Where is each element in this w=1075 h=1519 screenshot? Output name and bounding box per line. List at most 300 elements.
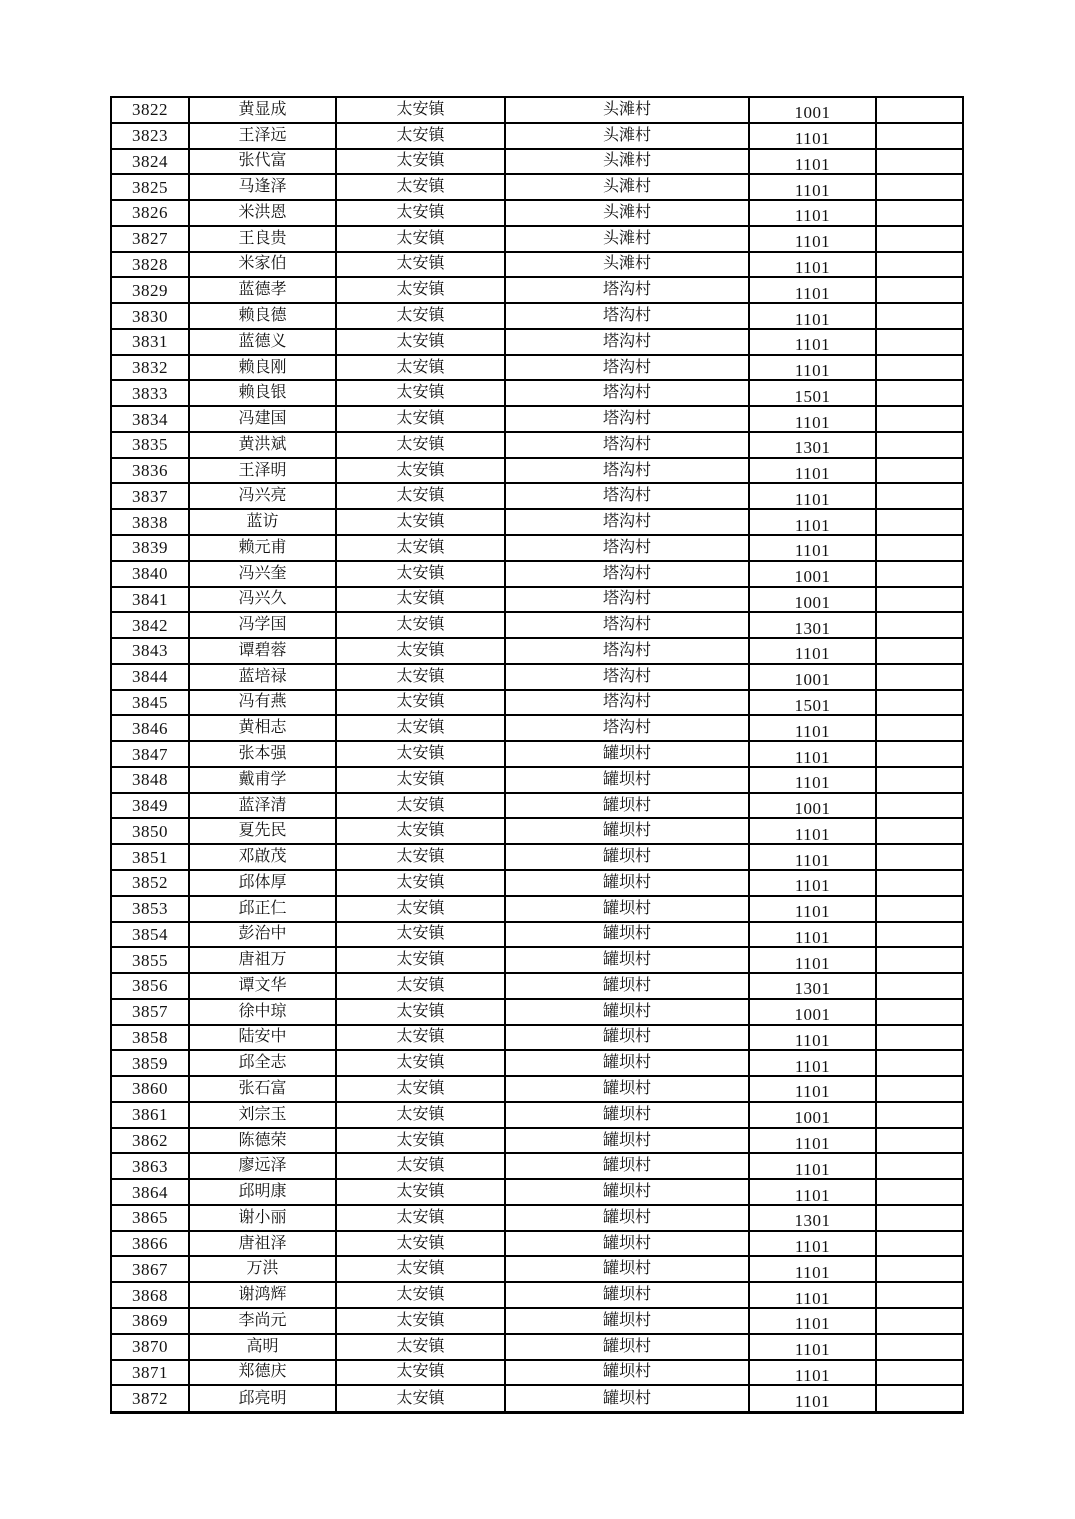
cell-village: 头滩村 xyxy=(505,200,749,226)
cell-town: 太安镇 xyxy=(336,690,505,716)
cell-code xyxy=(749,252,876,278)
cell-name: 黄显成 xyxy=(189,97,336,123)
cell-name: 赖良德 xyxy=(189,303,336,329)
cell-code xyxy=(749,380,876,406)
code-value: 1101 xyxy=(794,412,831,432)
cell-village: 塔沟村 xyxy=(505,303,749,329)
cell-town: 太安镇 xyxy=(336,1128,505,1154)
cell-village: 头滩村 xyxy=(505,226,749,252)
code-value: 1501 xyxy=(794,695,831,715)
table-row xyxy=(111,922,963,948)
code-value: 1101 xyxy=(794,824,831,844)
cell-id: 3844 xyxy=(111,664,189,690)
cell-town: 太安镇 xyxy=(336,509,505,535)
cell-id: 3860 xyxy=(111,1076,189,1102)
cell-town: 太安镇 xyxy=(336,226,505,252)
cell-name: 徐中琼 xyxy=(189,999,336,1025)
table-row xyxy=(111,1205,963,1231)
cell-code xyxy=(749,174,876,200)
cell-town: 太安镇 xyxy=(336,458,505,484)
code-value: 1001 xyxy=(794,799,831,819)
cell-blank xyxy=(876,458,963,484)
cell-town: 太安镇 xyxy=(336,1282,505,1308)
cell-id: 3870 xyxy=(111,1334,189,1360)
cell-code xyxy=(749,741,876,767)
cell-blank xyxy=(876,818,963,844)
cell-code xyxy=(749,1308,876,1334)
code-value: 1101 xyxy=(794,902,831,922)
cell-village: 塔沟村 xyxy=(505,664,749,690)
cell-code xyxy=(749,406,876,432)
cell-town: 太安镇 xyxy=(336,1179,505,1205)
cell-village: 塔沟村 xyxy=(505,458,749,484)
cell-name: 冯兴奎 xyxy=(189,561,336,587)
cell-village: 塔沟村 xyxy=(505,432,749,458)
cell-code xyxy=(749,329,876,355)
table-row xyxy=(111,174,963,200)
code-value: 1101 xyxy=(794,876,831,896)
cell-id: 3851 xyxy=(111,844,189,870)
cell-code xyxy=(749,1050,876,1076)
cell-village: 罐坝村 xyxy=(505,922,749,948)
table-row xyxy=(111,793,963,819)
cell-blank xyxy=(876,355,963,381)
table-row xyxy=(111,561,963,587)
cell-village: 罐坝村 xyxy=(505,1153,749,1179)
cell-village: 罐坝村 xyxy=(505,1102,749,1128)
cell-id: 3830 xyxy=(111,303,189,329)
cell-town: 太安镇 xyxy=(336,432,505,458)
cell-id: 3836 xyxy=(111,458,189,484)
cell-town: 太安镇 xyxy=(336,1102,505,1128)
code-value: 1101 xyxy=(794,309,831,329)
cell-town: 太安镇 xyxy=(336,200,505,226)
cell-name: 王泽明 xyxy=(189,458,336,484)
cell-id: 3854 xyxy=(111,922,189,948)
cell-name: 陈德荣 xyxy=(189,1128,336,1154)
cell-code xyxy=(749,123,876,149)
cell-name: 彭治中 xyxy=(189,922,336,948)
cell-id: 3834 xyxy=(111,406,189,432)
cell-blank xyxy=(876,1076,963,1102)
cell-id: 3849 xyxy=(111,793,189,819)
cell-code xyxy=(749,458,876,484)
cell-village: 罐坝村 xyxy=(505,1205,749,1231)
cell-blank xyxy=(876,1385,963,1412)
cell-id: 3822 xyxy=(111,97,189,123)
cell-id: 3837 xyxy=(111,483,189,509)
cell-village: 塔沟村 xyxy=(505,638,749,664)
cell-village: 头滩村 xyxy=(505,149,749,175)
table-row xyxy=(111,458,963,484)
cell-code xyxy=(749,1025,876,1051)
cell-id: 3848 xyxy=(111,767,189,793)
cell-blank xyxy=(876,226,963,252)
cell-village: 罐坝村 xyxy=(505,793,749,819)
cell-name: 邱体厚 xyxy=(189,870,336,896)
cell-town: 太安镇 xyxy=(336,1360,505,1386)
cell-name: 邱正仁 xyxy=(189,896,336,922)
cell-village: 罐坝村 xyxy=(505,741,749,767)
cell-blank xyxy=(876,329,963,355)
table-row xyxy=(111,149,963,175)
cell-id: 3867 xyxy=(111,1256,189,1282)
cell-id: 3864 xyxy=(111,1179,189,1205)
cell-village: 罐坝村 xyxy=(505,1334,749,1360)
cell-blank xyxy=(876,406,963,432)
cell-blank xyxy=(876,509,963,535)
code-value: 1001 xyxy=(794,567,831,587)
cell-id: 3833 xyxy=(111,380,189,406)
cell-code xyxy=(749,355,876,381)
cell-town: 太安镇 xyxy=(336,715,505,741)
cell-blank xyxy=(876,973,963,999)
cell-town: 太安镇 xyxy=(336,483,505,509)
cell-village: 罐坝村 xyxy=(505,1025,749,1051)
cell-code xyxy=(749,1231,876,1257)
table-row xyxy=(111,638,963,664)
cell-id: 3856 xyxy=(111,973,189,999)
cell-blank xyxy=(876,1308,963,1334)
cell-town: 太安镇 xyxy=(336,1334,505,1360)
cell-blank xyxy=(876,715,963,741)
cell-name: 谢鸿辉 xyxy=(189,1282,336,1308)
cell-code xyxy=(749,277,876,303)
table-row xyxy=(111,973,963,999)
table-row xyxy=(111,715,963,741)
cell-village: 头滩村 xyxy=(505,123,749,149)
code-value: 1101 xyxy=(794,206,831,226)
cell-blank xyxy=(876,1153,963,1179)
table-row xyxy=(111,432,963,458)
cell-blank xyxy=(876,638,963,664)
cell-id: 3839 xyxy=(111,535,189,561)
cell-code xyxy=(749,638,876,664)
cell-code xyxy=(749,1153,876,1179)
cell-blank xyxy=(876,1231,963,1257)
cell-village: 罐坝村 xyxy=(505,1050,749,1076)
cell-town: 太安镇 xyxy=(336,1308,505,1334)
table-row xyxy=(111,1153,963,1179)
cell-id: 3828 xyxy=(111,252,189,278)
cell-town: 太安镇 xyxy=(336,1050,505,1076)
table-row xyxy=(111,1076,963,1102)
cell-village: 罐坝村 xyxy=(505,844,749,870)
table-row xyxy=(111,999,963,1025)
code-value: 1101 xyxy=(794,335,831,355)
code-value: 1101 xyxy=(794,1185,831,1205)
cell-code xyxy=(749,587,876,613)
cell-name: 万洪 xyxy=(189,1256,336,1282)
cell-blank xyxy=(876,1205,963,1231)
table-row xyxy=(111,1385,963,1412)
cell-id: 3858 xyxy=(111,1025,189,1051)
cell-blank xyxy=(876,97,963,123)
cell-id: 3824 xyxy=(111,149,189,175)
cell-town: 太安镇 xyxy=(336,97,505,123)
cell-blank xyxy=(876,922,963,948)
cell-blank xyxy=(876,1256,963,1282)
cell-code xyxy=(749,715,876,741)
cell-name: 赖元甫 xyxy=(189,535,336,561)
cell-name: 赖良银 xyxy=(189,380,336,406)
cell-name: 李尚元 xyxy=(189,1308,336,1334)
cell-town: 太安镇 xyxy=(336,303,505,329)
cell-name: 冯有燕 xyxy=(189,690,336,716)
cell-name: 戴甫学 xyxy=(189,767,336,793)
code-value: 1001 xyxy=(794,103,831,123)
cell-village: 罐坝村 xyxy=(505,1385,749,1412)
cell-id: 3826 xyxy=(111,200,189,226)
cell-id: 3869 xyxy=(111,1308,189,1334)
cell-name: 蓝访 xyxy=(189,509,336,535)
table-row xyxy=(111,664,963,690)
cell-town: 太安镇 xyxy=(336,922,505,948)
cell-name: 米洪恩 xyxy=(189,200,336,226)
cell-village: 塔沟村 xyxy=(505,535,749,561)
cell-code xyxy=(749,922,876,948)
cell-name: 谢小丽 xyxy=(189,1205,336,1231)
cell-code xyxy=(749,1385,876,1412)
cell-id: 3823 xyxy=(111,123,189,149)
cell-village: 罐坝村 xyxy=(505,1076,749,1102)
cell-code xyxy=(749,483,876,509)
cell-code xyxy=(749,97,876,123)
table-row xyxy=(111,1308,963,1334)
cell-code xyxy=(749,870,876,896)
cell-town: 太安镇 xyxy=(336,818,505,844)
code-value: 1101 xyxy=(794,721,831,741)
code-value: 1301 xyxy=(794,438,831,458)
cell-town: 太安镇 xyxy=(336,973,505,999)
cell-village: 塔沟村 xyxy=(505,690,749,716)
cell-code xyxy=(749,767,876,793)
table-row xyxy=(111,1102,963,1128)
table-row xyxy=(111,1256,963,1282)
cell-blank xyxy=(876,999,963,1025)
table-row xyxy=(111,380,963,406)
cell-id: 3861 xyxy=(111,1102,189,1128)
cell-town: 太安镇 xyxy=(336,329,505,355)
table-row xyxy=(111,1128,963,1154)
roster-table xyxy=(110,96,964,1414)
cell-id: 3825 xyxy=(111,174,189,200)
cell-code xyxy=(749,535,876,561)
table-row xyxy=(111,1282,963,1308)
cell-name: 唐祖泽 xyxy=(189,1231,336,1257)
cell-blank xyxy=(876,252,963,278)
cell-blank xyxy=(876,432,963,458)
cell-id: 3843 xyxy=(111,638,189,664)
cell-town: 太安镇 xyxy=(336,174,505,200)
cell-name: 冯兴亮 xyxy=(189,483,336,509)
cell-name: 张代富 xyxy=(189,149,336,175)
code-value: 1101 xyxy=(794,129,831,149)
code-value: 1101 xyxy=(794,1134,831,1153)
code-value: 1101 xyxy=(794,1392,831,1412)
cell-blank xyxy=(876,1102,963,1128)
cell-code xyxy=(749,226,876,252)
cell-code xyxy=(749,1076,876,1102)
cell-id: 3832 xyxy=(111,355,189,381)
cell-blank xyxy=(876,1128,963,1154)
cell-name: 蓝培禄 xyxy=(189,664,336,690)
code-value: 1101 xyxy=(794,1056,831,1076)
cell-blank xyxy=(876,612,963,638)
code-value: 1101 xyxy=(794,1262,831,1282)
code-value: 1001 xyxy=(794,592,831,612)
cell-town: 太安镇 xyxy=(336,870,505,896)
cell-id: 3866 xyxy=(111,1231,189,1257)
cell-name: 米家伯 xyxy=(189,252,336,278)
cell-town: 太安镇 xyxy=(336,1256,505,1282)
cell-name: 王泽远 xyxy=(189,123,336,149)
table-row xyxy=(111,535,963,561)
code-value: 1101 xyxy=(794,850,831,870)
cell-town: 太安镇 xyxy=(336,252,505,278)
cell-id: 3872 xyxy=(111,1385,189,1412)
cell-blank xyxy=(876,535,963,561)
table-row xyxy=(111,483,963,509)
cell-name: 邱明康 xyxy=(189,1179,336,1205)
cell-village: 罐坝村 xyxy=(505,870,749,896)
code-value: 1101 xyxy=(794,541,831,561)
cell-name: 冯学国 xyxy=(189,612,336,638)
cell-blank xyxy=(876,277,963,303)
cell-blank xyxy=(876,587,963,613)
code-value: 1501 xyxy=(794,386,831,406)
code-value: 1001 xyxy=(794,1108,831,1128)
code-value: 1101 xyxy=(794,1159,831,1179)
table-row xyxy=(111,277,963,303)
table-row xyxy=(111,97,963,123)
code-value: 1101 xyxy=(794,283,831,303)
cell-code xyxy=(749,973,876,999)
cell-blank xyxy=(876,741,963,767)
cell-code xyxy=(749,1256,876,1282)
cell-id: 3871 xyxy=(111,1360,189,1386)
cell-id: 3859 xyxy=(111,1050,189,1076)
table-row xyxy=(111,1179,963,1205)
cell-town: 太安镇 xyxy=(336,1153,505,1179)
cell-id: 3835 xyxy=(111,432,189,458)
cell-blank xyxy=(876,149,963,175)
cell-town: 太安镇 xyxy=(336,767,505,793)
table-row xyxy=(111,329,963,355)
code-value: 1101 xyxy=(794,773,831,793)
cell-id: 3865 xyxy=(111,1205,189,1231)
cell-village: 罐坝村 xyxy=(505,1128,749,1154)
cell-id: 3846 xyxy=(111,715,189,741)
cell-id: 3852 xyxy=(111,870,189,896)
code-value: 1101 xyxy=(794,1082,831,1102)
table-row xyxy=(111,123,963,149)
cell-village: 罐坝村 xyxy=(505,1256,749,1282)
cell-name: 张石富 xyxy=(189,1076,336,1102)
code-value: 1001 xyxy=(794,670,831,690)
cell-town: 太安镇 xyxy=(336,406,505,432)
cell-town: 太安镇 xyxy=(336,741,505,767)
table-row xyxy=(111,612,963,638)
code-value: 1101 xyxy=(794,1314,831,1334)
cell-code xyxy=(749,896,876,922)
cell-town: 太安镇 xyxy=(336,638,505,664)
cell-village: 罐坝村 xyxy=(505,1231,749,1257)
cell-village: 塔沟村 xyxy=(505,612,749,638)
cell-id: 3855 xyxy=(111,947,189,973)
cell-town: 太安镇 xyxy=(336,535,505,561)
cell-town: 太安镇 xyxy=(336,947,505,973)
cell-town: 太安镇 xyxy=(336,1025,505,1051)
cell-name: 蓝泽清 xyxy=(189,793,336,819)
cell-village: 罐坝村 xyxy=(505,973,749,999)
cell-village: 塔沟村 xyxy=(505,561,749,587)
cell-blank xyxy=(876,483,963,509)
cell-name: 刘宗玉 xyxy=(189,1102,336,1128)
cell-name: 唐祖万 xyxy=(189,947,336,973)
cell-town: 太安镇 xyxy=(336,380,505,406)
cell-blank xyxy=(876,767,963,793)
cell-code xyxy=(749,432,876,458)
cell-code xyxy=(749,561,876,587)
cell-town: 太安镇 xyxy=(336,664,505,690)
cell-id: 3838 xyxy=(111,509,189,535)
cell-village: 罐坝村 xyxy=(505,1308,749,1334)
table-row xyxy=(111,741,963,767)
cell-blank xyxy=(876,664,963,690)
code-value: 1101 xyxy=(794,515,831,535)
cell-village: 罐坝村 xyxy=(505,947,749,973)
cell-name: 郑德庆 xyxy=(189,1360,336,1386)
code-value: 1101 xyxy=(794,1237,831,1257)
code-value: 1101 xyxy=(794,747,831,767)
cell-blank xyxy=(876,947,963,973)
cell-id: 3868 xyxy=(111,1282,189,1308)
code-value: 1301 xyxy=(794,979,831,999)
cell-name: 马逢泽 xyxy=(189,174,336,200)
table-row xyxy=(111,870,963,896)
code-value: 1101 xyxy=(794,927,831,947)
cell-village: 罐坝村 xyxy=(505,1282,749,1308)
cell-town: 太安镇 xyxy=(336,793,505,819)
cell-blank xyxy=(876,870,963,896)
cell-village: 罐坝村 xyxy=(505,767,749,793)
cell-town: 太安镇 xyxy=(336,844,505,870)
table-row xyxy=(111,1050,963,1076)
cell-id: 3842 xyxy=(111,612,189,638)
code-value: 1101 xyxy=(794,257,831,277)
cell-code xyxy=(749,999,876,1025)
cell-blank xyxy=(876,1360,963,1386)
cell-name: 黄相志 xyxy=(189,715,336,741)
cell-code xyxy=(749,793,876,819)
cell-name: 谭碧蓉 xyxy=(189,638,336,664)
cell-village: 塔沟村 xyxy=(505,277,749,303)
cell-name: 冯兴久 xyxy=(189,587,336,613)
cell-town: 太安镇 xyxy=(336,1076,505,1102)
cell-id: 3847 xyxy=(111,741,189,767)
cell-code xyxy=(749,303,876,329)
cell-name: 冯建国 xyxy=(189,406,336,432)
cell-town: 太安镇 xyxy=(336,1205,505,1231)
cell-village: 塔沟村 xyxy=(505,587,749,613)
table-row xyxy=(111,844,963,870)
cell-name: 邱全志 xyxy=(189,1050,336,1076)
cell-id: 3863 xyxy=(111,1153,189,1179)
cell-name: 夏先民 xyxy=(189,818,336,844)
table-row xyxy=(111,818,963,844)
cell-village: 罐坝村 xyxy=(505,999,749,1025)
